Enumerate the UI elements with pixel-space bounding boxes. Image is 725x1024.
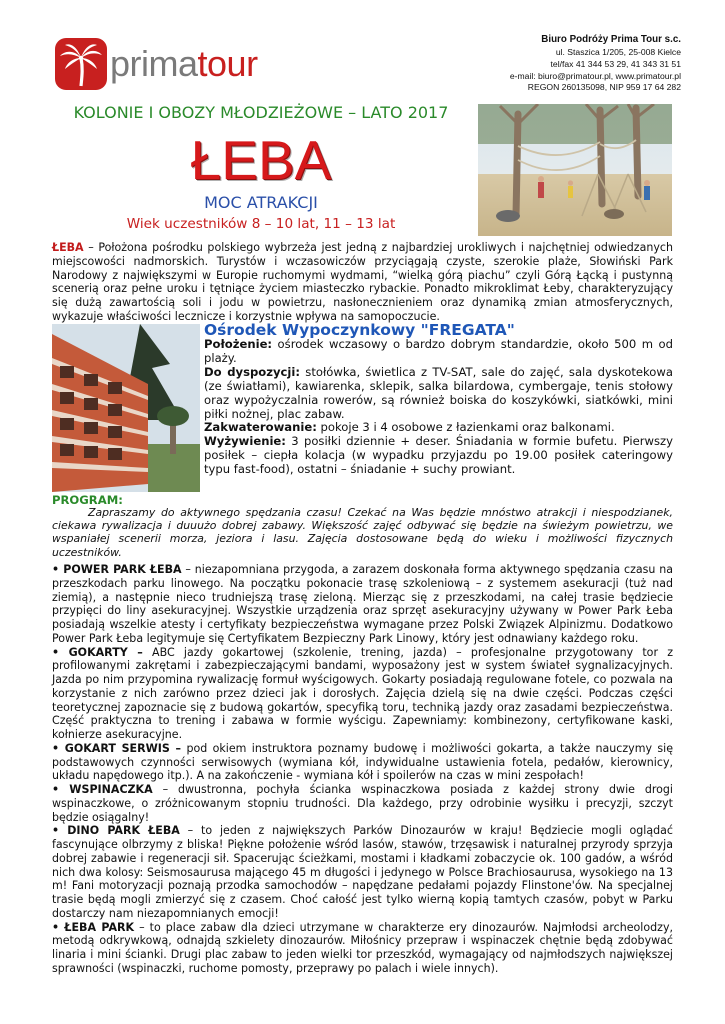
company-email: e-mail: biuro@primatour.pl, www.primatour.pl: [509, 70, 681, 81]
program-items: [52, 563, 673, 976]
program-item-power-park: • POWER PARK ŁEBA – niezapomniana przygoda, a zarazem doskonała forma aktywnego spędzania czasu na przeszkodach parku linowego. Na początku pokonacie trasę szkoleniową – z systemem asekuracji (tuż nad ziemią), a następnie nieco trudniejszą trasę zieloną. Mierząc się z przeszkodami, na całej trasie będziecie przypięci do liny asekuracyjnej. Wszystkie urządzenia oraz sprzęt asekuracyjny używany w Power Park Łeba posiadają wszelkie atesty i certyfikaty bezpieczeństwa wymagane przez Polski Związek Alpinizmu. Dodatkowo Power Park Łeba legitymuje się Certyfikatem Bezpieczny Park Linowy, który jest odnawiany każdego roku.: [52, 563, 673, 645]
program-item-leba-park: • ŁEBA PARK – to place zabaw dla dzieci utrzymane w charakterze ery dinozaurów. Najmłodsi archeolodzy, metodą odkrywkową, odnajdą szkielety dinozaurów. Miłośnicy przepraw i wspinaczek chętnie będą zdobywać linaria i mini ścianki. Drugi plac zabaw to jeden wielki tor przeszkód, wymagający od najmłodszych największej sprawności (wspinaczki, ruchome pomosty, przeprawy po palach i wiele innych).: [52, 920, 673, 975]
program-heading: PROGRAM:: [52, 493, 123, 507]
program-intro: Zapraszamy do aktywnego spędzania czasu! Czekać na Was będzie mnóstwo atrakcji i niespodzianek, ciekawa rywalizacja i duuużo dobrej zabawy. Większość zajęć odbywać się będzie na świeżym powietrzu, we wspaniałej scenerii morza, jeziora i lasu. Zajęcia dostosowane będą do wieku i możliwości fizycznych uczestników.: [52, 506, 673, 559]
program-item-wspinaczka: • WSPINACZKA – dwustronna, pochyła ścianka wspinaczkowa posiada z każdej strony dwie drogi wspinaczkowe, o zróżnicowanym stopniu trudności. Dla każdego, przy odrobinie wysiłku i precyzji, szczyt będzie osiągalny!: [52, 783, 673, 824]
brand-wordmark: primatour: [110, 43, 258, 84]
fregata-facilities: [204, 366, 673, 422]
fregata-building-photo: [52, 324, 200, 492]
company-phone: tel/fax 41 344 53 29, 41 343 31 51: [550, 58, 681, 69]
accommodation-text: pokoje 3 i 4 osobowe z łazienkami oraz balkonami.: [316, 420, 615, 435]
program-item-gokart-serwis: • GOKART SERWIS – pod okiem instruktora poznamy budowę i możliwości gokarta, a także nauczymy się podstawowych czynności serwisowych (wymiana kół, indywidualne ustawienia fotela, pedałów, kierownicy, układu napędowego itp.). A na zakończenie - wymiana kół i spoilerów na czas w mini zespołach!: [52, 741, 673, 783]
company-street: ul. Staszica 1/205, 25-008 Kielce: [555, 47, 681, 57]
company-contact-block: [421, 33, 681, 94]
accommodation-label: Zakwaterowanie:: [204, 420, 317, 435]
location-text: ośrodek wczasowy o bardzo dobrym standardzie, około 500 m od plaży.: [204, 337, 673, 365]
offer-tagline: MOC ATRAKCJI: [204, 193, 318, 212]
program-item-dino-park: • DINO PARK ŁEBA – to jeden z największych Parków Dinozaurów w kraju! Będziecie mogli oglądać fascynujące olbrzymy z bliska! Piękne położenie wśród lasów, stawów, trzęsawisk i naturalnej przyrody sprzyja dobrej zabawie i regeneracji sił. Spacerując ścieżkami, mostami i kładkami zobaczycie ok. 100 gadów, a wśród nich dwa kolosy: Seismosaurusa mającego 45 m długości i jedynego w Polsce Brachiosaurusa, wysokiego na 13 m! Fani motoryzacji poznają przodka samochodów – napędzane pedałami pojazdy Flinstone'ów. Na specjalnej trasie będą mogli zmierzyć się z czasem. Choć całość jest tylko wierną kopią tamtych czasów, pobyt w Parku dostarczy nam niezapomnianych emocji!: [52, 824, 673, 920]
palm-tree-logo-icon: [55, 38, 107, 90]
program-item-gokarty: • GOKARTY – ABC jazdy gokartowej (szkolenie, trening, jazda) – profesjonalne przygotowany tor z profilowanymi zakrętami i zabezpieczającymi bandami, wyposażony jest w system świateł sygnalizacyjnych. Jazda po nim przypomina rywalizację formuł wyścigowych. Gokarty posiadają regulowane fotele, co pozwala na korzystanie z nich zarówno przez dzieci jak i dorosłych. Zajęcia dzielą się na dwie części. Podczas części teoretycznej zapoznacie się z budową gokartów, specyfiką toru, techniką jazdy oraz zasadami bezpieczeństwa. Część praktyczna to trening i zabawa w formie wyścigu. Zapewniamy: kombinezony, certyfikowane kaski, kołnierze asekuracyjne.: [52, 645, 674, 741]
intro-lead: ŁEBA: [52, 241, 84, 254]
food-label: Wyżywienie:: [204, 434, 286, 449]
city-title: ŁEBA: [190, 129, 332, 191]
food-text: 3 posiłki dziennie + deser. Śniadania w formie bufetu. Pierwszy posiłek – ciepła kolacja (w wypadku przyjazdu po 19.00 posiłek cateringowy typu fast-food), ostatni – śniadanie + suchy prowiant.: [204, 434, 673, 477]
company-regon: REGON 260135098, NIP 959 17 64 282: [527, 82, 681, 93]
location-label: Położenie:: [204, 337, 273, 351]
facilities-label: Do dyspozycji:: [204, 364, 300, 379]
intro-text: – Położona pośrodku polskiego wybrzeża jest jedną z najbardziej urokliwych i najchętniej odwiedzanych miejscowości nadmorskich. Turystów i wczasowiczów przyciągają czyste, szerokie plaże, Słowiński Park Narodowy z największymi w Europie ruchomymi wydmami, “wielką górą piachu” czyli Górą Łącką i pustynną scenerią oraz pełne uroku i tętniące życiem miasteczko rybackie. Ponadto mikroklimat Łeby, charakteryzujący się dużą zawartością soli i jodu w powietrzu, nasłonecznieniem oraz dynamiką zmian atmosferycznych, wykazuje właściwości lecznicze i korzystnie wpływa na samopoczucie.: [52, 241, 673, 323]
fregata-title: Ośrodek Wypoczynkowy "FREGATA": [204, 321, 515, 339]
facilities-text: stołówka, świetlica z TV-SAT, sale do zajęć, sala dyskotekowa (ze światłami), kawiarenka, sklepik, salka bilardowa, cymbergaje, tenis stołowy oraz wypożyczalnia rowerów, są również boiska do koszykówki, siatkówki, mini piłki nożnej, plac zabaw.: [204, 364, 673, 421]
fregata-details: [204, 338, 673, 477]
fregata-food: [204, 435, 673, 477]
fregata-location: [204, 338, 673, 366]
rope-park-photo: [478, 104, 672, 236]
age-range: Wiek uczestników 8 – 10 lat, 11 – 13 lat: [126, 216, 396, 232]
offer-subtitle: KOLONIE I OBOZY MŁODZIEŻOWE – LATO 2017: [73, 103, 449, 122]
intro-paragraph: [52, 241, 673, 324]
company-name: Biuro Podróży Prima Tour s.c.: [541, 34, 681, 45]
